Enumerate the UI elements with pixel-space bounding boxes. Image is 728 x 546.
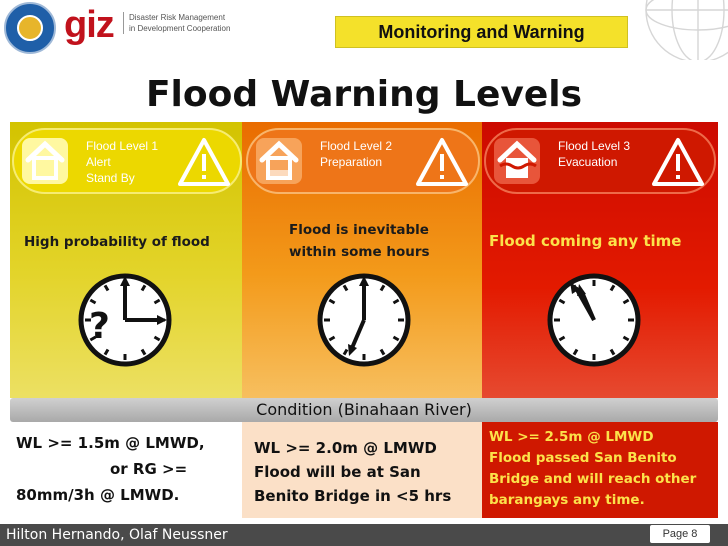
level-label-line: Preparation xyxy=(320,155,383,169)
condition-label: Condition (Binahaan River) xyxy=(256,400,472,419)
condition-line: 80mm/3h @ LMWD. xyxy=(16,486,180,504)
condition-line: Flood will be at San xyxy=(254,463,421,481)
level-3-condition xyxy=(489,427,696,511)
level-2-condition xyxy=(254,436,451,508)
level-1-pill xyxy=(12,128,242,194)
level-label-line: Flood Level 2 xyxy=(320,139,393,153)
page-number: Page 8 xyxy=(650,525,710,543)
level-3-description: Flood coming any time xyxy=(489,232,682,250)
question-mark: ? xyxy=(89,306,110,347)
warning-icon xyxy=(652,136,704,188)
globe-graphic xyxy=(628,0,728,60)
condition-line: Flood passed San Benito xyxy=(489,450,677,466)
level-label-line: Alert xyxy=(86,155,111,169)
house-icon xyxy=(20,136,70,186)
level-label-line: Evacuation xyxy=(558,155,618,169)
topic-banner: Monitoring and Warning xyxy=(335,16,628,48)
logo-subtitle-line: in Development Cooperation xyxy=(129,24,231,33)
condition-line: WL >= 2.5m @ LMWD xyxy=(489,429,654,445)
condition-line: Benito Bridge in <5 hrs xyxy=(254,487,452,505)
flooded-house-icon xyxy=(492,136,542,186)
clock-icon xyxy=(316,272,412,368)
page-title: Flood Warning Levels xyxy=(145,74,583,115)
level-label-line: Stand By xyxy=(86,171,135,185)
level-1-label xyxy=(86,138,158,186)
warning-icon xyxy=(416,136,468,188)
description-line: within some hours xyxy=(289,244,430,260)
level-2-pill xyxy=(246,128,480,194)
logo-subtitle-line: Disaster Risk Management xyxy=(129,13,226,22)
level-2-description xyxy=(289,219,430,263)
description-line: Flood is inevitable xyxy=(289,222,429,238)
level-3-label xyxy=(558,138,630,170)
condition-line: Bridge and will reach other xyxy=(489,471,697,487)
footer-authors: Hilton Hernando, Olaf Neussner xyxy=(6,527,228,543)
warning-icon xyxy=(178,136,230,188)
level-1-description: High probability of flood xyxy=(24,234,210,250)
level-3-pill xyxy=(484,128,716,194)
level-label-line: Flood Level 3 xyxy=(558,139,631,153)
condition-line: or RG >= xyxy=(110,460,188,478)
logo-emblem xyxy=(4,2,56,54)
giz-logo: giz xyxy=(64,4,114,46)
level-label-line: Flood Level 1 xyxy=(86,139,159,153)
house-icon xyxy=(254,136,304,186)
condition-line: WL >= 2.0m @ LMWD xyxy=(254,439,437,457)
logo-subtitle xyxy=(123,12,230,34)
clock-icon xyxy=(546,272,642,368)
level-2-label xyxy=(320,138,392,170)
level-1-condition xyxy=(16,430,205,508)
condition-line: WL >= 1.5m @ LMWD, xyxy=(16,434,205,452)
condition-line: barangays any time. xyxy=(489,492,645,508)
